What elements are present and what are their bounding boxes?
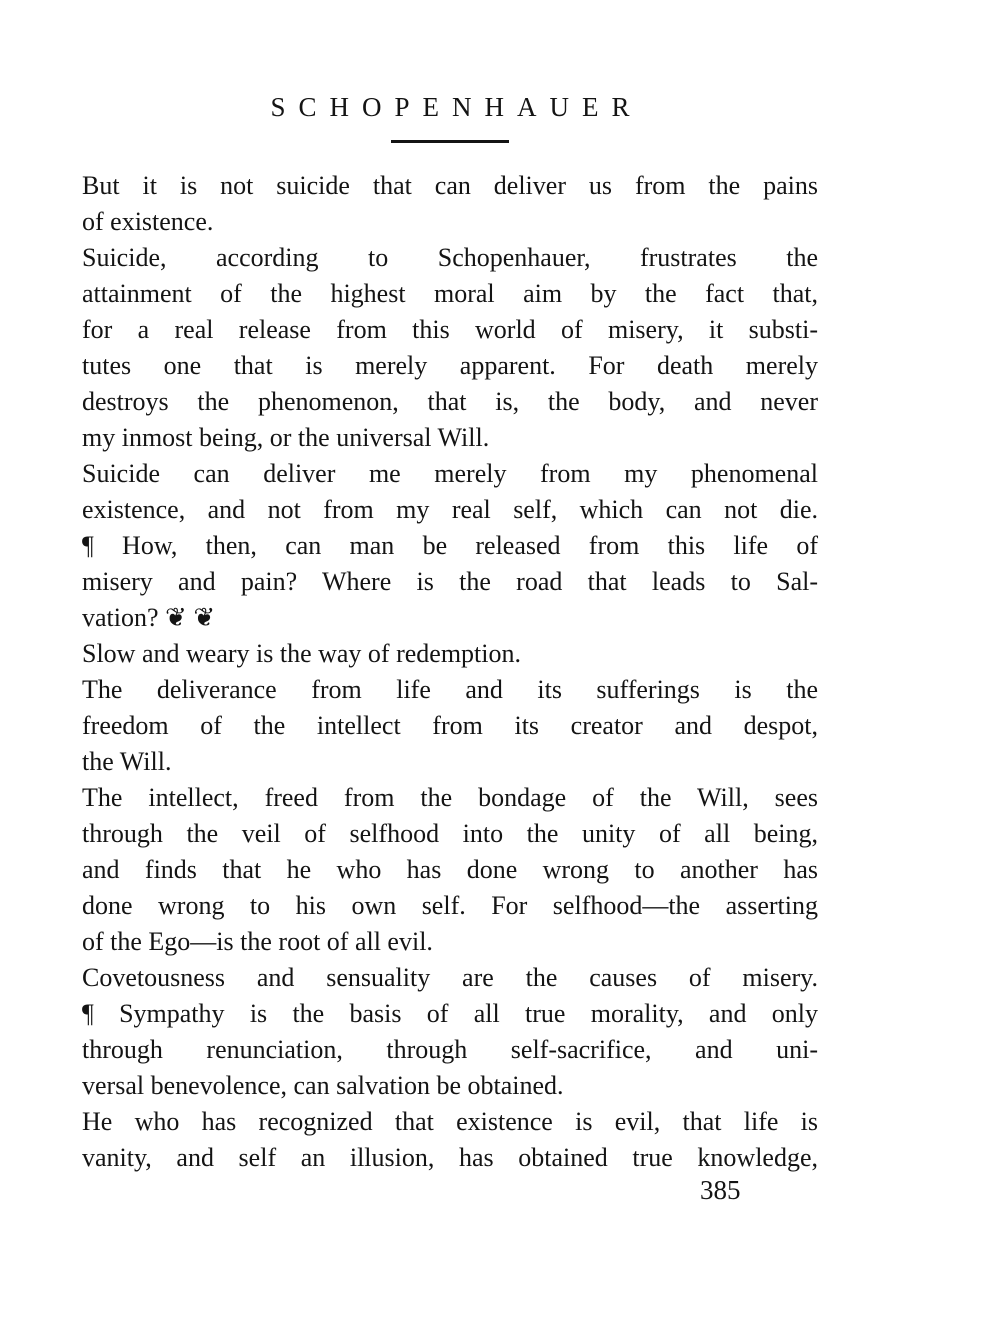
page-text bbox=[82, 168, 818, 1176]
text-line: destroys the phenomenon, that is, the body, and never bbox=[82, 387, 818, 416]
text-line: through renunciation, through self-sacrifice, and uni- bbox=[82, 1035, 818, 1064]
text-line: existence, and not from my real self, which can not die. bbox=[82, 495, 818, 524]
text-line: done wrong to his own self. For selfhood—the asserting bbox=[82, 891, 818, 920]
text-line: Slow and weary is the way of redemption. bbox=[82, 639, 522, 668]
text-line: the Will. bbox=[82, 747, 172, 776]
text-line: and finds that he who has done wrong to another has bbox=[82, 855, 818, 884]
text-line: through the veil of selfhood into the unity of all being, bbox=[82, 819, 818, 848]
text-line: misery and pain? Where is the road that leads to Sal- bbox=[82, 567, 818, 596]
text-line: Suicide can deliver me merely from my phenomenal bbox=[82, 459, 818, 488]
text-line: The intellect, freed from the bondage of the Will, sees bbox=[82, 783, 818, 812]
text-line: freedom of the intellect from its creator and despot, bbox=[82, 711, 818, 740]
text-line: tutes one that is merely apparent. For death merely bbox=[82, 351, 818, 380]
text-line: versal benevolence, can salvation be obtained. bbox=[82, 1071, 564, 1100]
text-line: vanity, and self an illusion, has obtained true knowledge, bbox=[82, 1143, 818, 1172]
text-line: But it is not suicide that can deliver us from the pains bbox=[82, 171, 818, 200]
text-line: He who has recognized that existence is evil, that life is bbox=[82, 1107, 818, 1136]
text-line: vation? ❦ ❦ bbox=[82, 603, 216, 632]
text-line: my inmost being, or the universal Will. bbox=[82, 423, 490, 452]
text-line: attainment of the highest moral aim by the fact that, bbox=[82, 279, 818, 308]
text-line: of existence. bbox=[82, 207, 214, 236]
page-number: 385 bbox=[700, 1175, 741, 1205]
text-line: for a real release from this world of misery, it substi- bbox=[82, 315, 818, 344]
page-header bbox=[82, 92, 818, 143]
title-divider bbox=[391, 140, 509, 143]
text-line: Suicide, according to Schopenhauer, frustrates the bbox=[82, 243, 818, 272]
page-title: SCHOPENHAUER bbox=[270, 92, 643, 122]
text-line: ¶ How, then, can man be released from this life of bbox=[82, 531, 818, 560]
text-line: The deliverance from life and its sufferings is the bbox=[82, 675, 818, 704]
text-line: ¶ Sympathy is the basis of all true morality, and only bbox=[82, 999, 818, 1028]
text-line: Covetousness and sensuality are the causes of misery. bbox=[82, 963, 818, 992]
text-line: of the Ego—is the root of all evil. bbox=[82, 927, 433, 956]
